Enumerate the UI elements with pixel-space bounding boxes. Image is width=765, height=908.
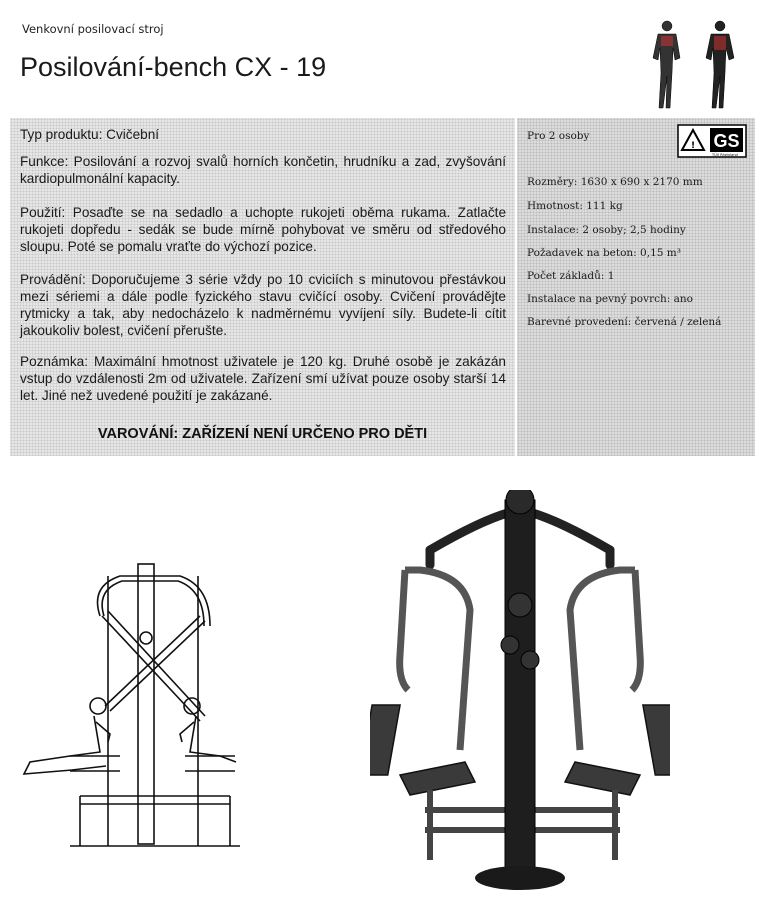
page-title: Posilování-bench CX - 19 (20, 52, 327, 82)
execution-text: Provádění: Doporučujeme 3 série vždy po 10 cviciích s minutovou přestávkou mezi sériemi a dále podle fyzického stavu cvičící osoby. Cvičení provádějte rytmicky a tak, aby nedocházelo k nadměrnému vyvíjení síly. Budete-li cítit jakoukoliv bolest, cvičení přerušte. (20, 272, 506, 338)
spec-dimensions: Rozměry: 1630 x 690 x 2170 mm (527, 176, 703, 188)
spec-persons: Pro 2 osoby (527, 130, 590, 142)
function-text: Funkce: Posilování a rozvoj svalů horních končetin, hrudníku a zad, zvyšování kardiopulmonální kapacity. (20, 154, 506, 186)
front-body-figure (653, 21, 680, 108)
back-body-figure (706, 21, 734, 108)
equipment-photo-image (370, 490, 670, 895)
spec-weight: Hmotnost: 111 kg (527, 200, 623, 212)
product-type: Typ produktu: Cvičební (20, 127, 160, 142)
svg-text:TÜV Rheinland: TÜV Rheinland (712, 153, 738, 157)
certification-mark-icon (677, 124, 747, 158)
description-panel (10, 118, 515, 456)
usage-text: Použití: Posaďte se na sedadlo a uchopte rukojeti oběma rukama. Zatlačte rukojeti dopředu - sedák se bude mírně pohybovat ve směru od středového sloupu. Poté se pomalu vraťte do výchozí pozice. (20, 205, 506, 254)
spec-concrete: Požadavek na beton: 0,15 m³ (527, 247, 681, 259)
specs-panel (517, 118, 755, 456)
product-category: Venkovní posilovací stroj (22, 22, 164, 36)
usage-diagram-image (10, 556, 240, 856)
svg-text:GS: GS (713, 131, 740, 151)
svg-text:!: ! (690, 141, 696, 151)
note-text: Poznámka: Maximální hmotnost uživatele je 120 kg. Druhé osobě je zakázán vstup do vzdálenosti 2m od uživatele. Zařízení smí užívat pouze osoby starší 14 let. Jiné než uvedené použití je zakázané. (20, 354, 506, 403)
spec-foundations: Počet základů: 1 (527, 270, 615, 282)
spec-colors: Barevné provedení: červená / zelená (527, 316, 722, 328)
muscle-figures-image (640, 18, 750, 118)
spec-surface: Instalace na pevný povrch: ano (527, 293, 693, 305)
warning-text: VAROVÁNÍ: ZAŘÍZENÍ NENÍ URČENO PRO DĚTI (97, 426, 428, 442)
spec-installation: Instalace: 2 osoby; 2,5 hodiny (527, 224, 686, 236)
left-person-figure (24, 698, 110, 774)
